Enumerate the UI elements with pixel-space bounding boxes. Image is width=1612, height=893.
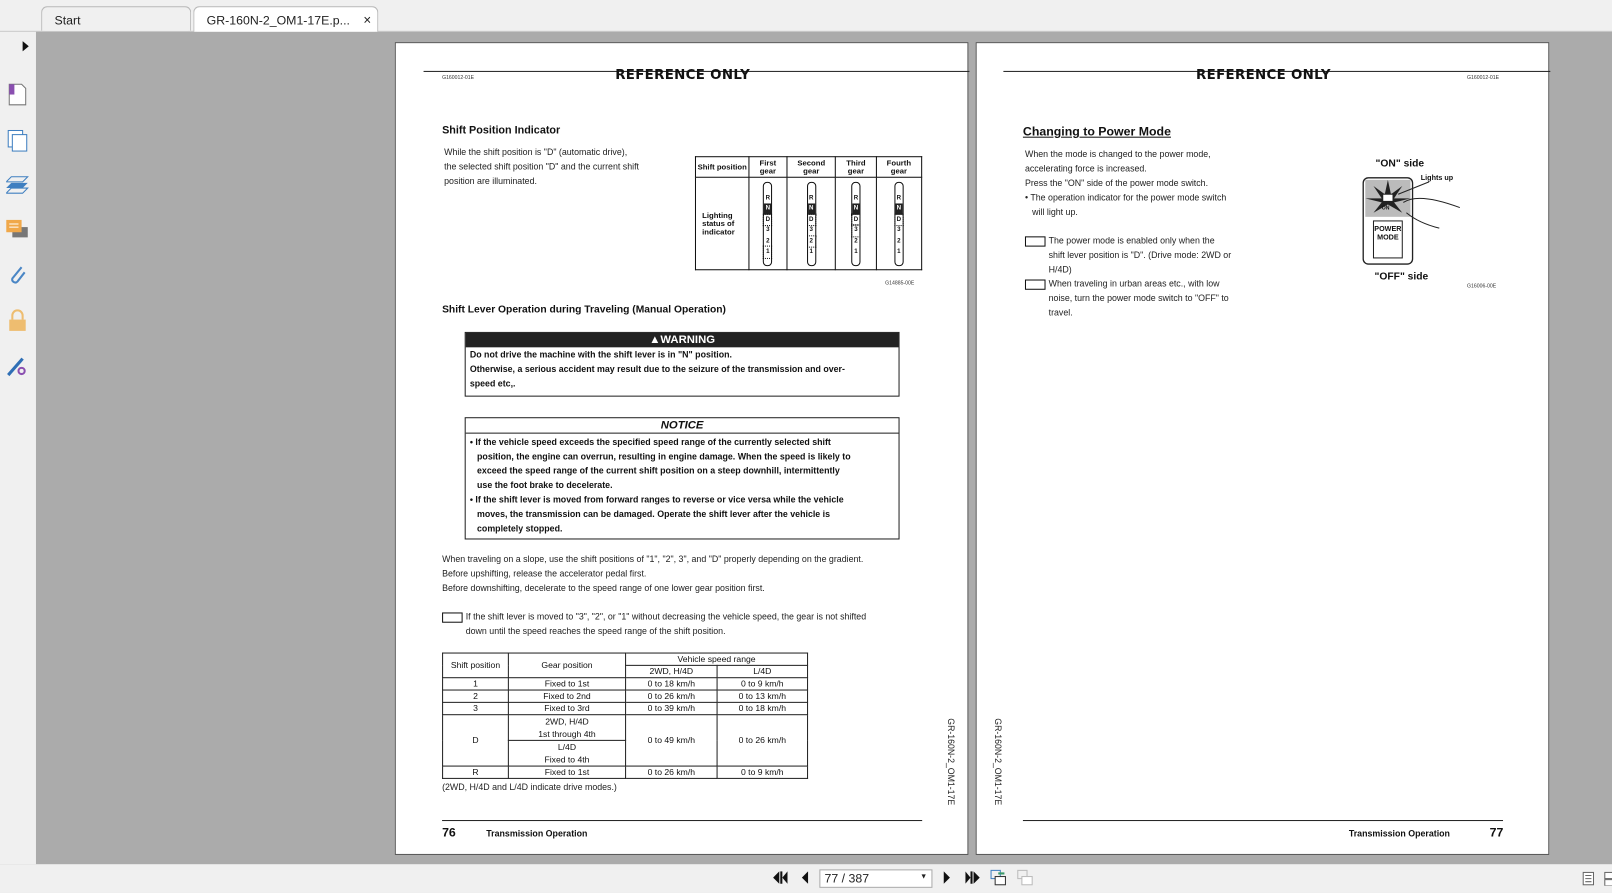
text-line: 1st through 4th <box>538 728 596 739</box>
section-text <box>1025 147 1226 219</box>
header-cell: Shift position <box>443 653 509 678</box>
continuous-view-icon[interactable] <box>1604 871 1612 888</box>
power-mode-switch-label <box>1371 226 1404 242</box>
indicator-position: N <box>808 203 815 214</box>
lights-up-label: Lights up <box>1420 174 1454 182</box>
cell: 2 <box>443 690 509 702</box>
indicator-position: 2 <box>854 237 858 245</box>
pdf-page-77 <box>976 42 1550 855</box>
indicator-position: D <box>895 214 902 225</box>
text-line: • If the shift lever is moved from forward ranges to reverse or vice versa while the vehicle <box>469 494 844 505</box>
document-code: G160012-01E <box>442 75 475 82</box>
indicator-position: 1 <box>897 248 901 255</box>
indicator-position: 1 <box>854 248 858 255</box>
cell: 0 to 9 km/h <box>717 766 807 778</box>
page-number: 77 <box>1489 825 1504 840</box>
indicator-position: 2 <box>897 237 901 245</box>
section-text <box>444 145 639 188</box>
pages-icon[interactable] <box>6 129 29 152</box>
text-line: travel. <box>1048 307 1073 318</box>
text-line: speed etc,. <box>469 378 516 389</box>
expand-panel-icon[interactable] <box>14 35 37 58</box>
figure-code: G16006-00E <box>1467 283 1497 290</box>
notes <box>1025 233 1231 319</box>
indicator-position: N <box>895 203 902 214</box>
side-label: GR-160N-2_OM1-17E <box>945 718 957 806</box>
cell: 0 to 13 km/h <box>717 690 807 702</box>
text-line: noise, turn the power mode switch to "OFF" to <box>1048 292 1229 304</box>
pointing-hand-icon <box>1025 236 1046 246</box>
text-line: When traveling on a slope, use the shift positions of "1", "2", 3", and "D" properly depending on the gradient. <box>442 553 864 565</box>
power-mode-switch-figure <box>1357 156 1511 290</box>
cell: 0 to 26 km/h <box>717 715 807 766</box>
footer-rule <box>1023 820 1503 821</box>
text-line: Fixed to 4th <box>544 754 590 765</box>
cell: 3 <box>443 702 509 714</box>
bookmark-icon[interactable] <box>6 83 29 106</box>
cell: 1 <box>443 678 509 690</box>
comments-icon[interactable] <box>6 219 29 242</box>
text-line: shift lever position is "D". (Drive mode: 2WD or <box>1048 249 1232 260</box>
header-cell: First gear <box>749 157 787 178</box>
cell: 0 to 39 km/h <box>626 702 717 714</box>
text-line: • The operation indicator for the power mode switch <box>1024 192 1227 203</box>
page-number: 76 <box>442 825 456 840</box>
figure-code: G14885-00E <box>885 280 915 287</box>
close-tab-icon[interactable]: × <box>363 12 372 28</box>
indicator-position: 2 <box>808 236 815 247</box>
shift-lever-indicator <box>807 181 816 265</box>
header-cell: Gear position <box>508 653 625 678</box>
layers-icon[interactable] <box>6 174 29 197</box>
page-number-input[interactable] <box>819 869 932 887</box>
paragraph <box>442 552 863 595</box>
shift-lever-indicator <box>894 181 903 265</box>
text-line: 2WD, H/4D <box>545 716 589 727</box>
text-line: Do not drive the machine with the shift lever is in "N" position. <box>469 349 732 360</box>
text-line: moves, the transmission can be damaged. Operate the shift lever after the vehicle is <box>477 508 831 519</box>
cell: 0 to 9 km/h <box>717 678 807 690</box>
text-line: Otherwise, a serious accident may result due to the seizure of the transmission and over- <box>469 363 845 375</box>
single-page-view-icon[interactable] <box>1582 871 1594 888</box>
text-line: down until the speed reaches the speed range of the shift position. <box>465 625 726 637</box>
header-cell: Third gear <box>836 157 876 178</box>
row-label: Lighting status of indicator <box>695 177 748 269</box>
text-line: While the shift position is "D" (automatic drive), <box>444 146 628 158</box>
indicator-position: D <box>808 214 815 225</box>
table-row <box>443 690 808 702</box>
cell: Fixed to 2nd <box>508 690 625 702</box>
table-row <box>443 715 808 741</box>
text-line: exceed the speed range of the current shift position on a steep downhill, intermittently <box>477 465 840 476</box>
header-cell: Fourth gear <box>876 157 922 178</box>
header-cell: Shift position <box>695 157 748 178</box>
reference-only-header: REFERENCE ONLY <box>615 67 751 84</box>
text-line: H/4D) <box>1048 264 1072 275</box>
warning-box <box>465 332 900 397</box>
warning-header <box>466 333 899 347</box>
table-row <box>443 702 808 714</box>
signature-icon[interactable] <box>6 355 29 378</box>
security-lock-icon[interactable] <box>6 309 29 332</box>
indicator-position: N <box>852 203 859 214</box>
speed-range-table <box>442 653 808 779</box>
tab-document[interactable] <box>193 6 378 32</box>
text-line: position, the engine can overrun, resulting in engine damage. When the speed is likely to <box>477 451 851 462</box>
cell: 0 to 18 km/h <box>717 702 807 714</box>
cell: R <box>443 766 509 778</box>
gear-indicator <box>876 177 922 269</box>
indicator-position: 3 <box>766 227 770 234</box>
cell: D <box>443 715 509 766</box>
text-line: use the foot brake to decelerate. <box>477 479 613 491</box>
gear-indicator <box>836 177 876 269</box>
indicator-position: N <box>764 203 771 214</box>
tab-start[interactable] <box>41 6 191 31</box>
text-line: will light up. <box>1032 206 1078 217</box>
text-line: If the shift lever is moved to "3", "2", or "1" without decreasing the vehicle speed, the gear is not shifted <box>465 611 867 622</box>
text-line: Press the "ON" side of the power mode switch. <box>1024 177 1209 189</box>
cell: 0 to 26 km/h <box>626 766 717 778</box>
footer-title: Transmission Operation <box>1348 828 1450 839</box>
indicator-position: D <box>764 214 771 225</box>
attachment-icon[interactable] <box>6 264 29 287</box>
switch-illustration <box>1357 172 1470 275</box>
pointing-hand-icon <box>1025 279 1046 289</box>
pdf-page-76 <box>395 42 969 855</box>
previous-page-button[interactable] <box>801 870 809 887</box>
cell: 0 to 26 km/h <box>626 690 717 702</box>
cell: 0 to 49 km/h <box>626 715 717 766</box>
last-page-button[interactable] <box>965 870 979 887</box>
text-line: Before downshifting, decelerate to the speed range of one lower gear position first. <box>442 582 765 593</box>
cell: Fixed to 1st <box>508 678 625 690</box>
text-line: position are illuminated. <box>444 175 537 186</box>
gear-indicator <box>787 177 836 269</box>
on-side-label: "ON" side <box>1375 158 1425 170</box>
text-line: MODE <box>1377 234 1399 242</box>
text-line: L/4D <box>557 741 577 753</box>
pointing-hand-icon <box>442 612 463 622</box>
tab-label: GR-160N-2_OM1-17E.p... <box>206 13 350 28</box>
indicator-position: 1 <box>809 248 813 255</box>
notice-box <box>465 417 900 539</box>
navigation-bar <box>0 864 1612 893</box>
side-label: GR-160N-2_OM1-17E <box>993 718 1004 806</box>
shift-indicator-table <box>695 156 922 270</box>
indicator-position: D <box>852 214 859 225</box>
table-row <box>443 766 808 778</box>
next-view-icon[interactable] <box>1017 869 1033 889</box>
reference-only-header: REFERENCE ONLY <box>1196 67 1331 84</box>
document-code: G160012-01E <box>1467 75 1500 82</box>
previous-view-icon[interactable] <box>990 869 1006 889</box>
indicator-position: 1 <box>764 247 771 258</box>
tab-label: Start <box>54 13 81 28</box>
indicator-position: R <box>765 194 771 201</box>
next-page-button[interactable] <box>943 870 951 887</box>
speed-table-block <box>442 653 853 795</box>
warning-title: WARNING <box>660 333 716 347</box>
notice-title: NOTICE <box>466 418 899 433</box>
text-line: completely stopped. <box>477 523 563 534</box>
header-cell: Vehicle speed range <box>626 653 808 665</box>
table-row <box>443 678 808 690</box>
indicator-position: R <box>896 194 902 201</box>
indicator-position: R <box>853 194 859 201</box>
cell <box>508 740 625 766</box>
shift-lever-indicator <box>851 181 860 265</box>
indicator-position: 2 <box>766 237 770 245</box>
section-title: Shift Lever Operation during Traveling (Manual Operation) <box>442 304 726 316</box>
indicator-position: 3 <box>852 225 859 236</box>
footer-rule <box>442 820 922 821</box>
indicator-position: 3 <box>897 227 901 234</box>
indicator-position: 3 <box>809 227 813 234</box>
text-line: • If the vehicle speed exceeds the specified speed range of the currently selected shift <box>469 436 831 448</box>
gear-indicator <box>749 177 787 269</box>
cell <box>508 715 625 741</box>
footer-title: Transmission Operation <box>486 828 588 839</box>
header-cell: 2WD, H/4D <box>626 665 717 677</box>
text-line: When the mode is changed to the power mode, <box>1024 149 1211 160</box>
text-line: the selected shift position "D" and the current shift <box>444 161 639 172</box>
section-title: Changing to Power Mode <box>1022 124 1171 139</box>
text-line: The power mode is enabled only when the <box>1048 235 1215 246</box>
note <box>442 609 866 638</box>
first-page-button[interactable] <box>773 870 787 887</box>
warning-triangle-icon: ▲ <box>649 333 661 347</box>
text-line: Before upshifting, release the accelerator pedal first. <box>442 568 647 579</box>
tab-bar <box>0 0 1612 32</box>
off-side-label: "OFF" side <box>1374 271 1429 283</box>
cell: Fixed to 3rd <box>508 702 625 714</box>
indicator-position: R <box>809 194 814 201</box>
switch-on-label: ON <box>1381 205 1390 212</box>
cell: Fixed to 1st <box>508 766 625 778</box>
shift-lever-indicator <box>763 181 772 265</box>
text-line: POWER <box>1374 226 1402 234</box>
text-line: accelerating force is increased. <box>1024 163 1147 174</box>
text-line: When traveling in urban areas etc., with low <box>1048 278 1220 289</box>
dropdown-arrow-icon[interactable]: ▼ <box>920 873 928 881</box>
sidebar <box>0 32 36 864</box>
header-cell: Second gear <box>787 157 836 178</box>
header-cell: L/4D <box>717 665 807 677</box>
page-display: 77 / 387 <box>824 871 870 886</box>
section-title: Shift Position Indicator <box>442 124 561 137</box>
table-caption: (2WD, H/4D and L/4D indicate drive modes.) <box>442 782 617 793</box>
cell: 0 to 18 km/h <box>626 678 717 690</box>
